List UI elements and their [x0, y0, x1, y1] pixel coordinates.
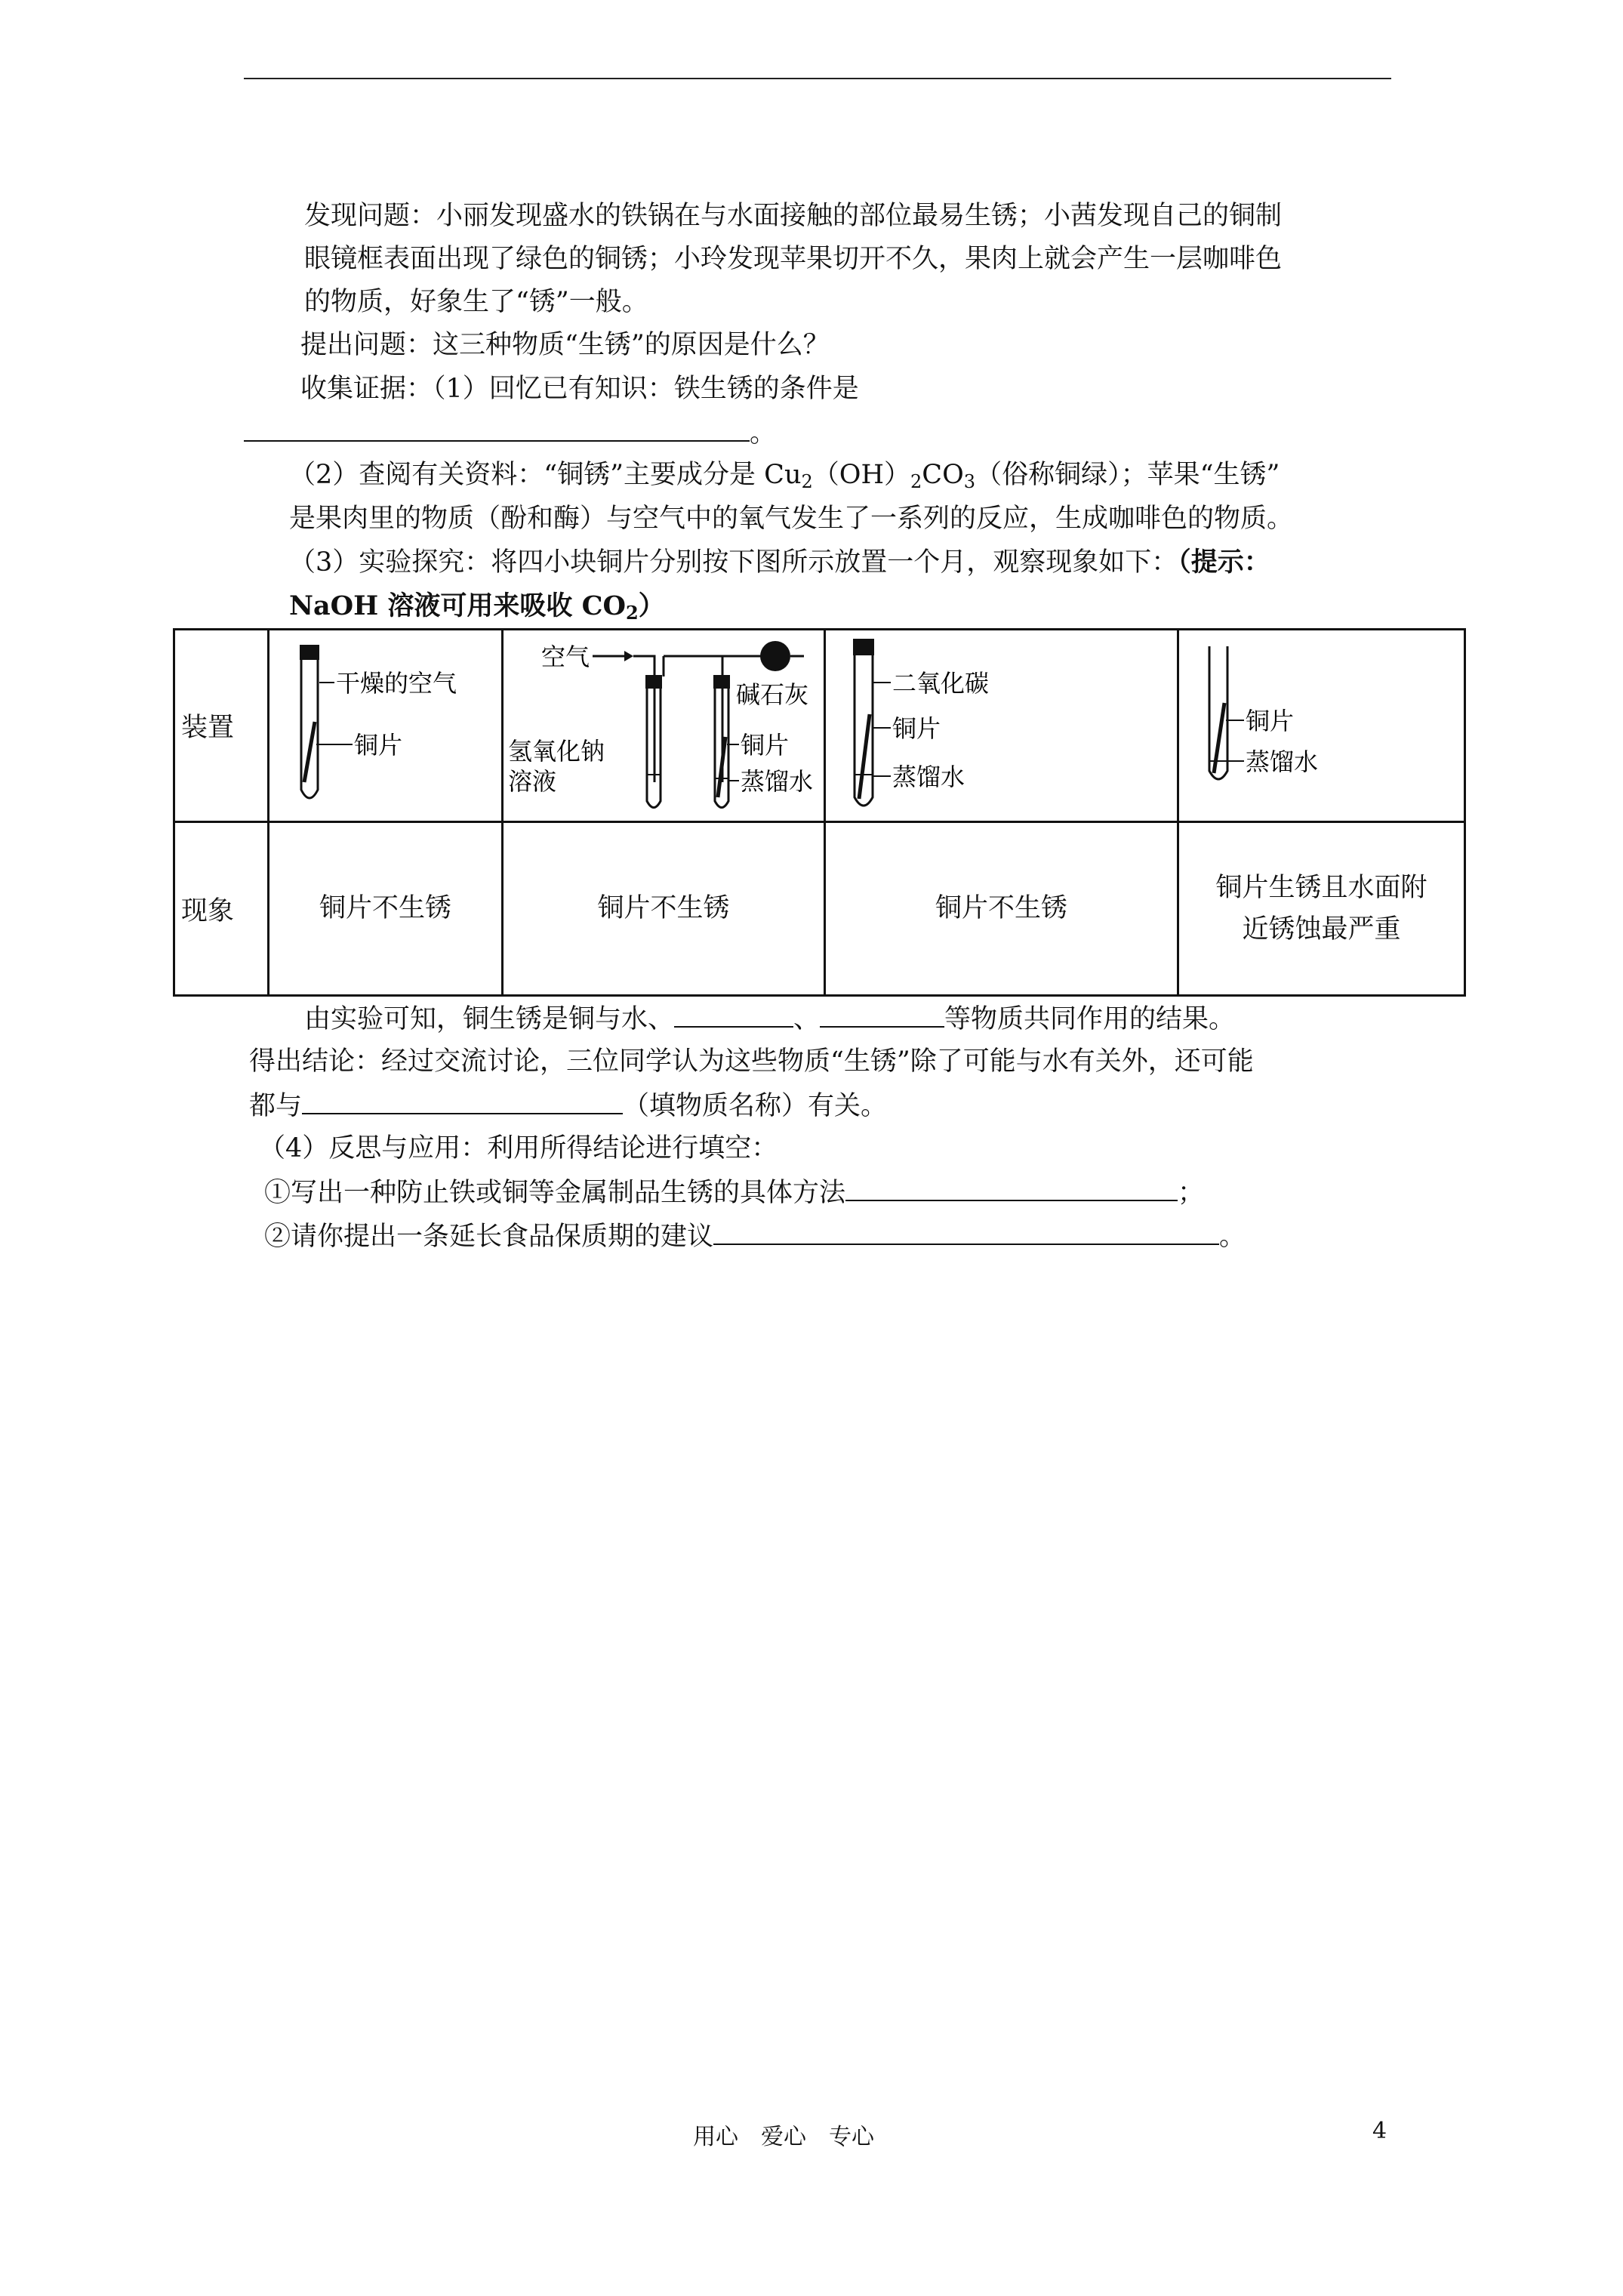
paragraph-conclusion-line2: 都与 （填物质名称）有关。	[249, 1087, 887, 1123]
label-naoh-line1: 氢氧化钠	[508, 737, 605, 766]
iron-rust-condition-blank[interactable]	[244, 415, 750, 442]
iron-rust-condition-answer-line: 。	[244, 415, 776, 451]
paragraph-reference-line2: 是果肉里的物质（酚和酶）与空气中的氧气发生了一系列的反应，生成咖啡色的物质。	[289, 504, 1294, 534]
label-distilled-water-2: 蒸馏水	[741, 767, 814, 796]
paragraph-raise-question: 提出问题：这三种物质“生锈”的原因是什么？	[300, 330, 830, 360]
footer-motto: 用心 爱心 专心	[693, 2124, 874, 2150]
paragraph-experiment-line1: （3）实验探究：将四小块铜片分别按下图所示放置一个月，观察现象如下：（提示：	[289, 547, 1270, 578]
paragraph-reference-line1: （2）查阅有关资料：“铜锈”主要成分是 $Cu_2(OH)_2CO_3$（俗称铜绿）；苹果“生锈”	[289, 460, 1280, 492]
paragraph-discover-problem-line3: 的物质，好象生了“锈”一般。	[304, 287, 648, 317]
label-copper-1: 铜片	[354, 731, 403, 760]
label-distilled-water-3: 蒸馏水	[892, 763, 965, 791]
food-preservation-blank[interactable]	[713, 1218, 1219, 1245]
label-soda-lime: 碱石灰	[736, 680, 809, 709]
apparatus-co2	[825, 630, 1178, 822]
apparatus-row	[174, 630, 1465, 822]
label-co2: 二氧化碳	[892, 669, 990, 698]
experiment-table	[173, 628, 1466, 997]
paragraph-discover-problem-line1: 发现问题：小丽发现盛水的铁锅在与水面接触的部位最易生锈；小茜发现自己的铜制	[304, 201, 1283, 231]
apparatus-air-naoh	[503, 630, 825, 822]
phenomenon-row	[174, 822, 1465, 996]
phenomenon-4-line2: 近锈蚀最严重	[1242, 914, 1401, 945]
label-naoh-line2: 溶液	[508, 767, 557, 796]
phenomenon-2: 铜片不生锈	[503, 822, 825, 996]
paragraph-reflection: （4）反思与应用：利用所得结论进行填空：	[259, 1133, 778, 1163]
question-food-preservation: ②请你提出一条延长食品保质期的建议 。	[264, 1218, 1246, 1254]
apparatus-dry-air	[269, 630, 503, 822]
label-copper-2: 铜片	[741, 731, 790, 760]
phenomenon-4-line1: 铜片生锈且水面附	[1215, 872, 1427, 903]
apparatus-open-water	[1178, 630, 1465, 822]
paragraph-conclusion-line1: 得出结论：经过交流讨论，三位同学认为这些物质“生锈”除了可能与水有关外，还可能	[249, 1046, 1254, 1077]
question-prevent-rust: ①写出一种防止铁或铜等金属制品生锈的具体方法 ；	[264, 1174, 1204, 1210]
paragraph-discover-problem-line2: 眼镜框表面出现了绿色的铜锈；小玲发现苹果切开不久，果肉上就会产生一层咖啡色	[304, 244, 1283, 274]
co2-tube-diagram	[826, 631, 1175, 820]
copper-rust-blank-2[interactable]	[820, 1000, 944, 1028]
dry-air-tube-diagram	[269, 631, 499, 820]
paragraph-collect-evidence: 收集证据：（1）回忆已有知识：铁生锈的条件是	[300, 374, 859, 404]
label-air: 空气	[541, 643, 590, 671]
open-water-tube-diagram	[1179, 631, 1461, 820]
label-dry-air: 干燥的空气	[336, 669, 457, 698]
paragraph-experiment-hint: NaOH 溶液可用来吸收 $CO_2$）	[289, 590, 665, 624]
phenomenon-header: 现象	[174, 822, 269, 996]
prevent-rust-blank[interactable]	[845, 1174, 1178, 1201]
apparatus-header: 装置	[174, 630, 269, 822]
header-rule	[244, 78, 1391, 79]
phenomenon-1: 铜片不生锈	[269, 822, 503, 996]
conclusion-copper-rust-line: 由实验可知，铜生锈是铜与水、 、 等物质共同作用的结果。	[304, 1000, 1235, 1037]
air-naoh-tube-diagram	[504, 631, 821, 820]
label-copper-4: 铜片	[1246, 707, 1295, 735]
label-copper-3: 铜片	[892, 714, 941, 743]
label-distilled-water-4: 蒸馏水	[1246, 747, 1319, 776]
phenomenon-3: 铜片不生锈	[825, 822, 1178, 996]
substance-name-blank[interactable]	[302, 1087, 623, 1114]
page-number: 4	[1372, 2118, 1387, 2144]
phenomenon-4	[1178, 822, 1465, 996]
copper-rust-blank-1[interactable]	[674, 1000, 793, 1028]
